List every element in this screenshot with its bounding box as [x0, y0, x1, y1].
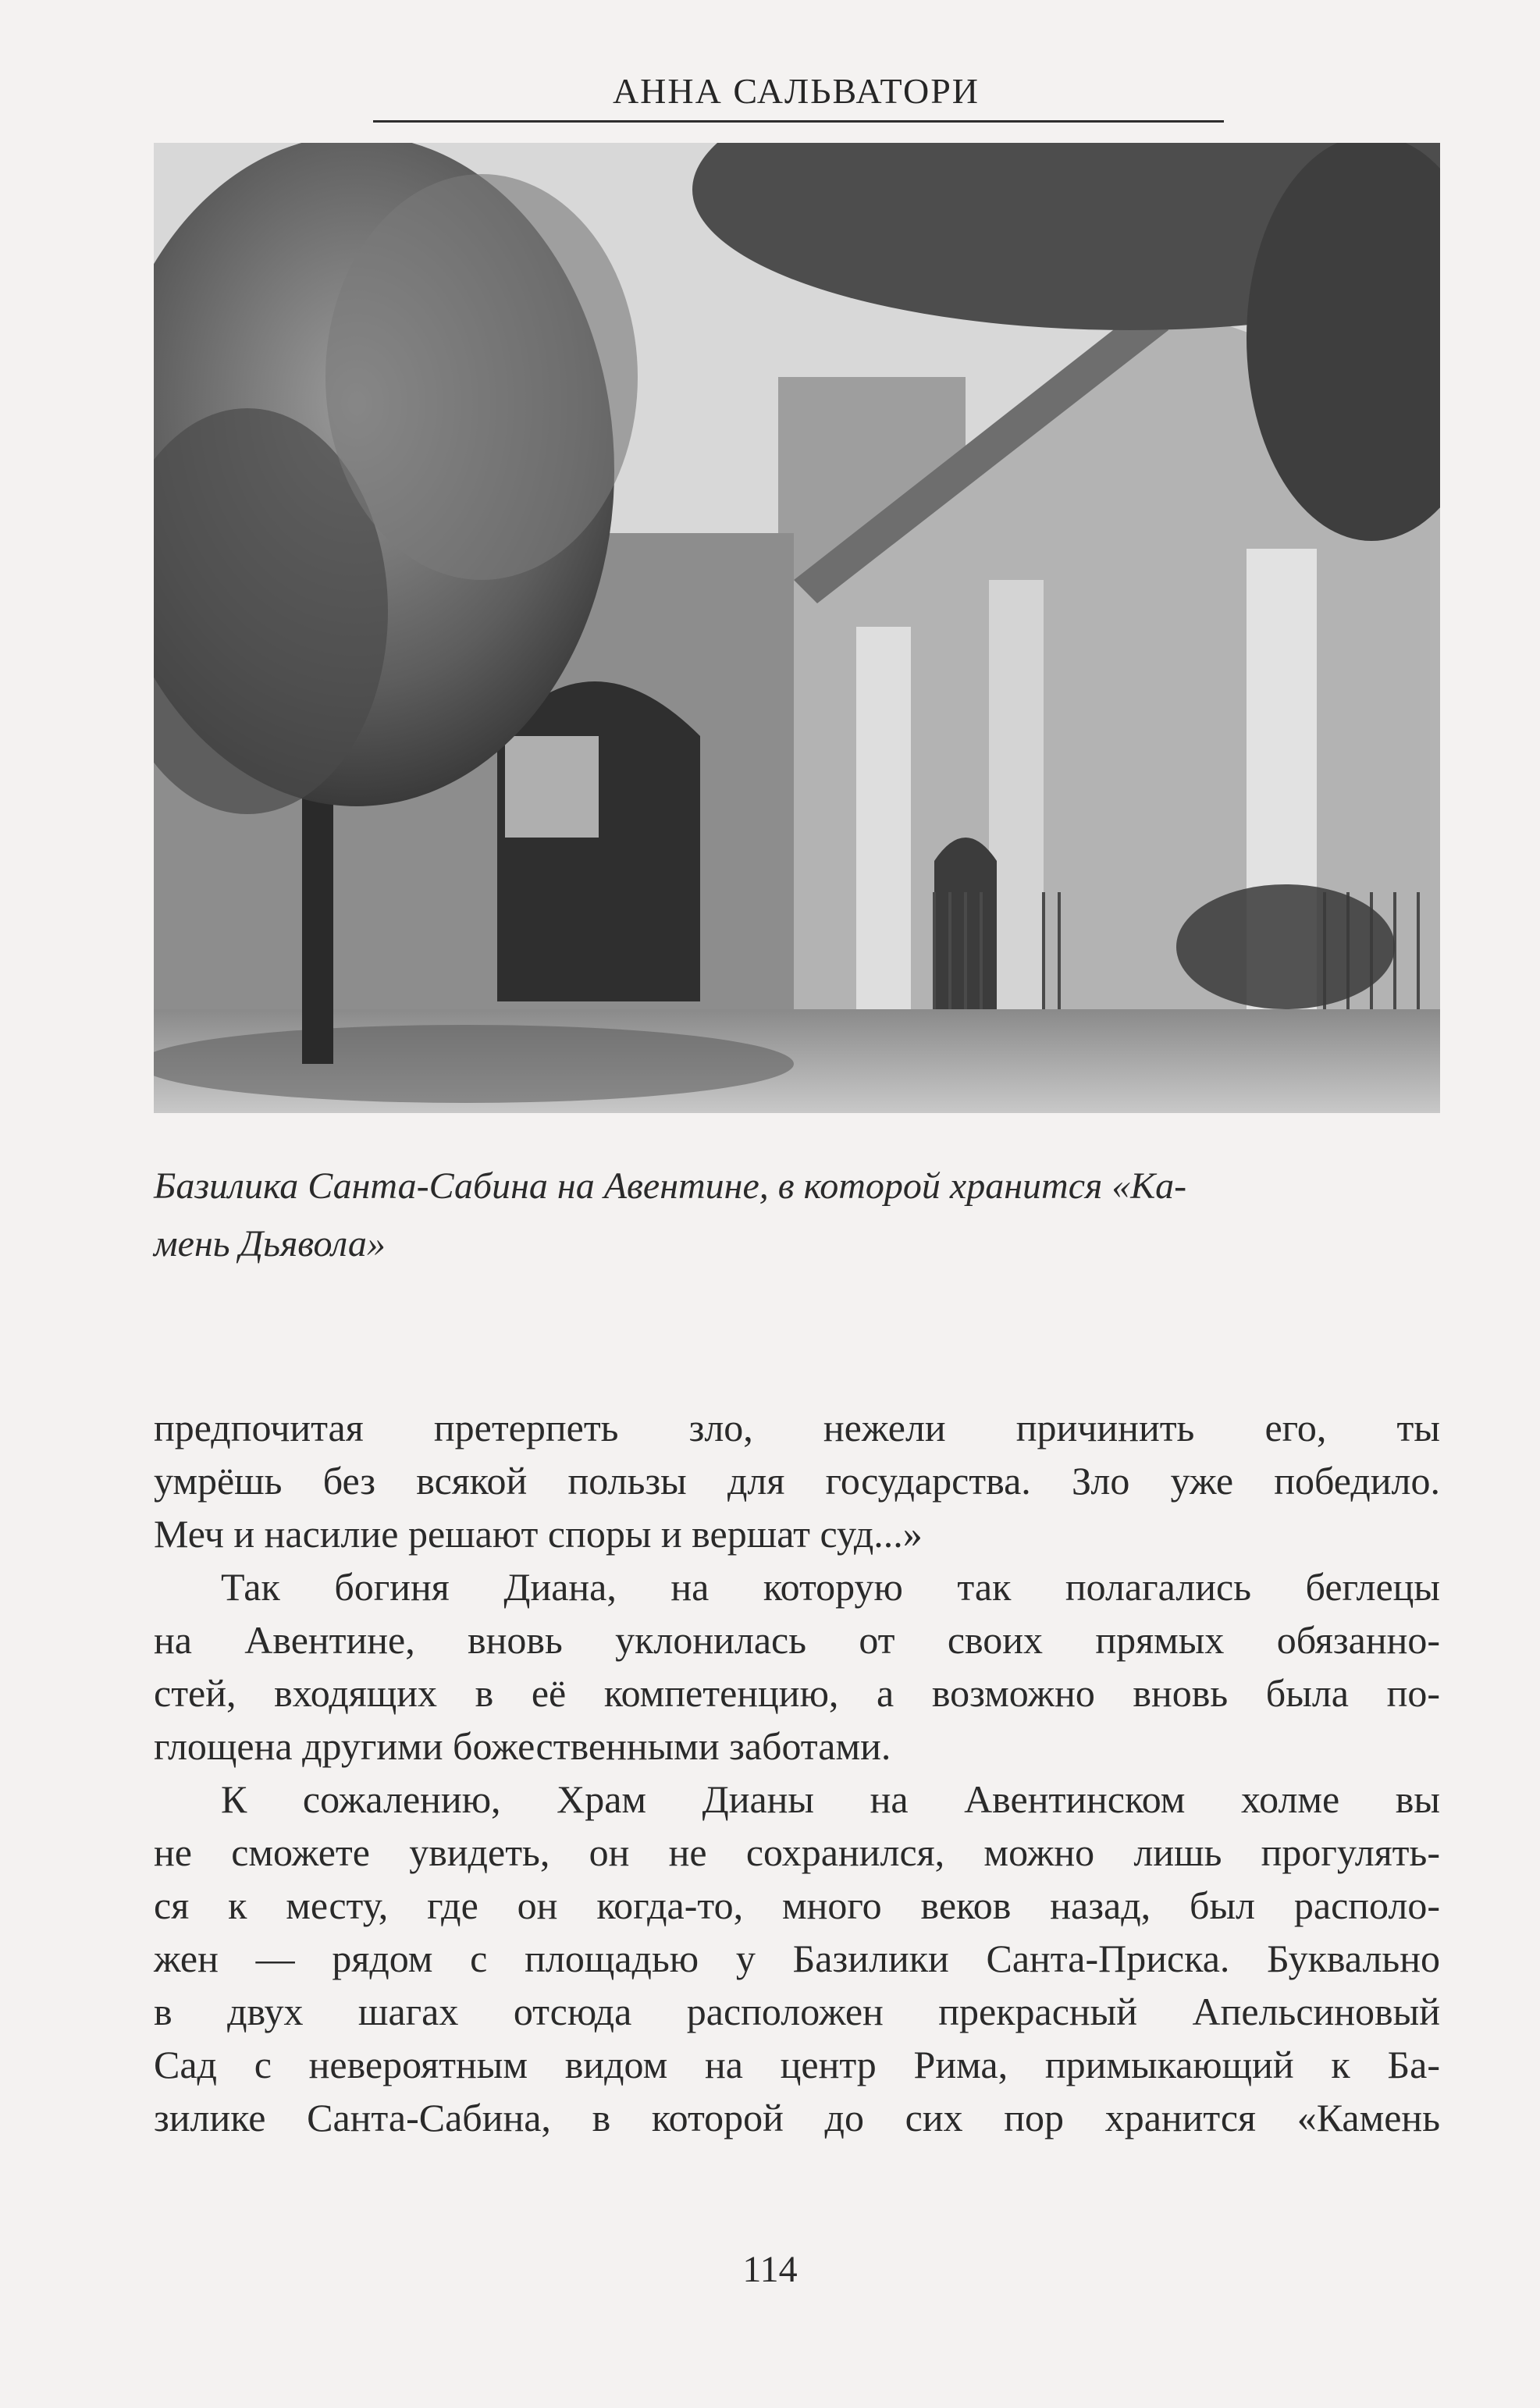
body-text	[154, 1401, 1440, 2144]
text-line: зилике Санта-Сабина, в которой до сих пор хранится «Камень	[154, 2096, 1440, 2139]
caption-line: Базилика Санта-Сабина на Авентине, в которой хранится «Ка-	[154, 1165, 1187, 1207]
text-line: умрёшь без всякой пользы для государства. Зло уже победило.	[154, 1459, 1440, 1503]
text-line: стей, входящих в её компетенцию, а возможно вновь была по-	[154, 1671, 1440, 1715]
text-line: Так богиня Диана, на которую так полагались беглецы	[221, 1565, 1440, 1609]
text-line: глощена другими божественными заботами.	[154, 1724, 891, 1768]
basilica-photo	[154, 143, 1440, 1113]
header-rule	[373, 120, 1224, 123]
text-line: ся к месту, где он когда-то, много веков назад, был располо-	[154, 1883, 1440, 1927]
text-line: предпочитая претерпеть зло, нежели причинить его, ты	[154, 1406, 1440, 1449]
text-line: в двух шагах отсюда расположен прекрасный Апельсиновый	[154, 1990, 1440, 2033]
caption-line: мень Дьявола»	[154, 1223, 386, 1264]
text-line: Сад с невероятным видом на центр Рима, примыкающий к Ба-	[154, 2043, 1440, 2086]
running-head: АННА САЛЬВАТОРИ	[612, 71, 980, 111]
text-line: жен — рядом с площадью у Базилики Санта-Приска. Буквально	[154, 1937, 1440, 1980]
page-number: 114	[742, 2249, 798, 2290]
text-line: на Авентине, вновь уклонилась от своих прямых обязанно-	[154, 1618, 1440, 1662]
text-line: не сможете увидеть, он не сохранился, можно лишь прогулять-	[154, 1830, 1440, 1874]
figure-caption	[154, 1158, 1440, 1273]
text-line: Меч и насилие решают споры и вершат суд...»	[154, 1512, 923, 1556]
text-line: К сожалению, Храм Дианы на Авентинском холме вы	[221, 1777, 1440, 1821]
